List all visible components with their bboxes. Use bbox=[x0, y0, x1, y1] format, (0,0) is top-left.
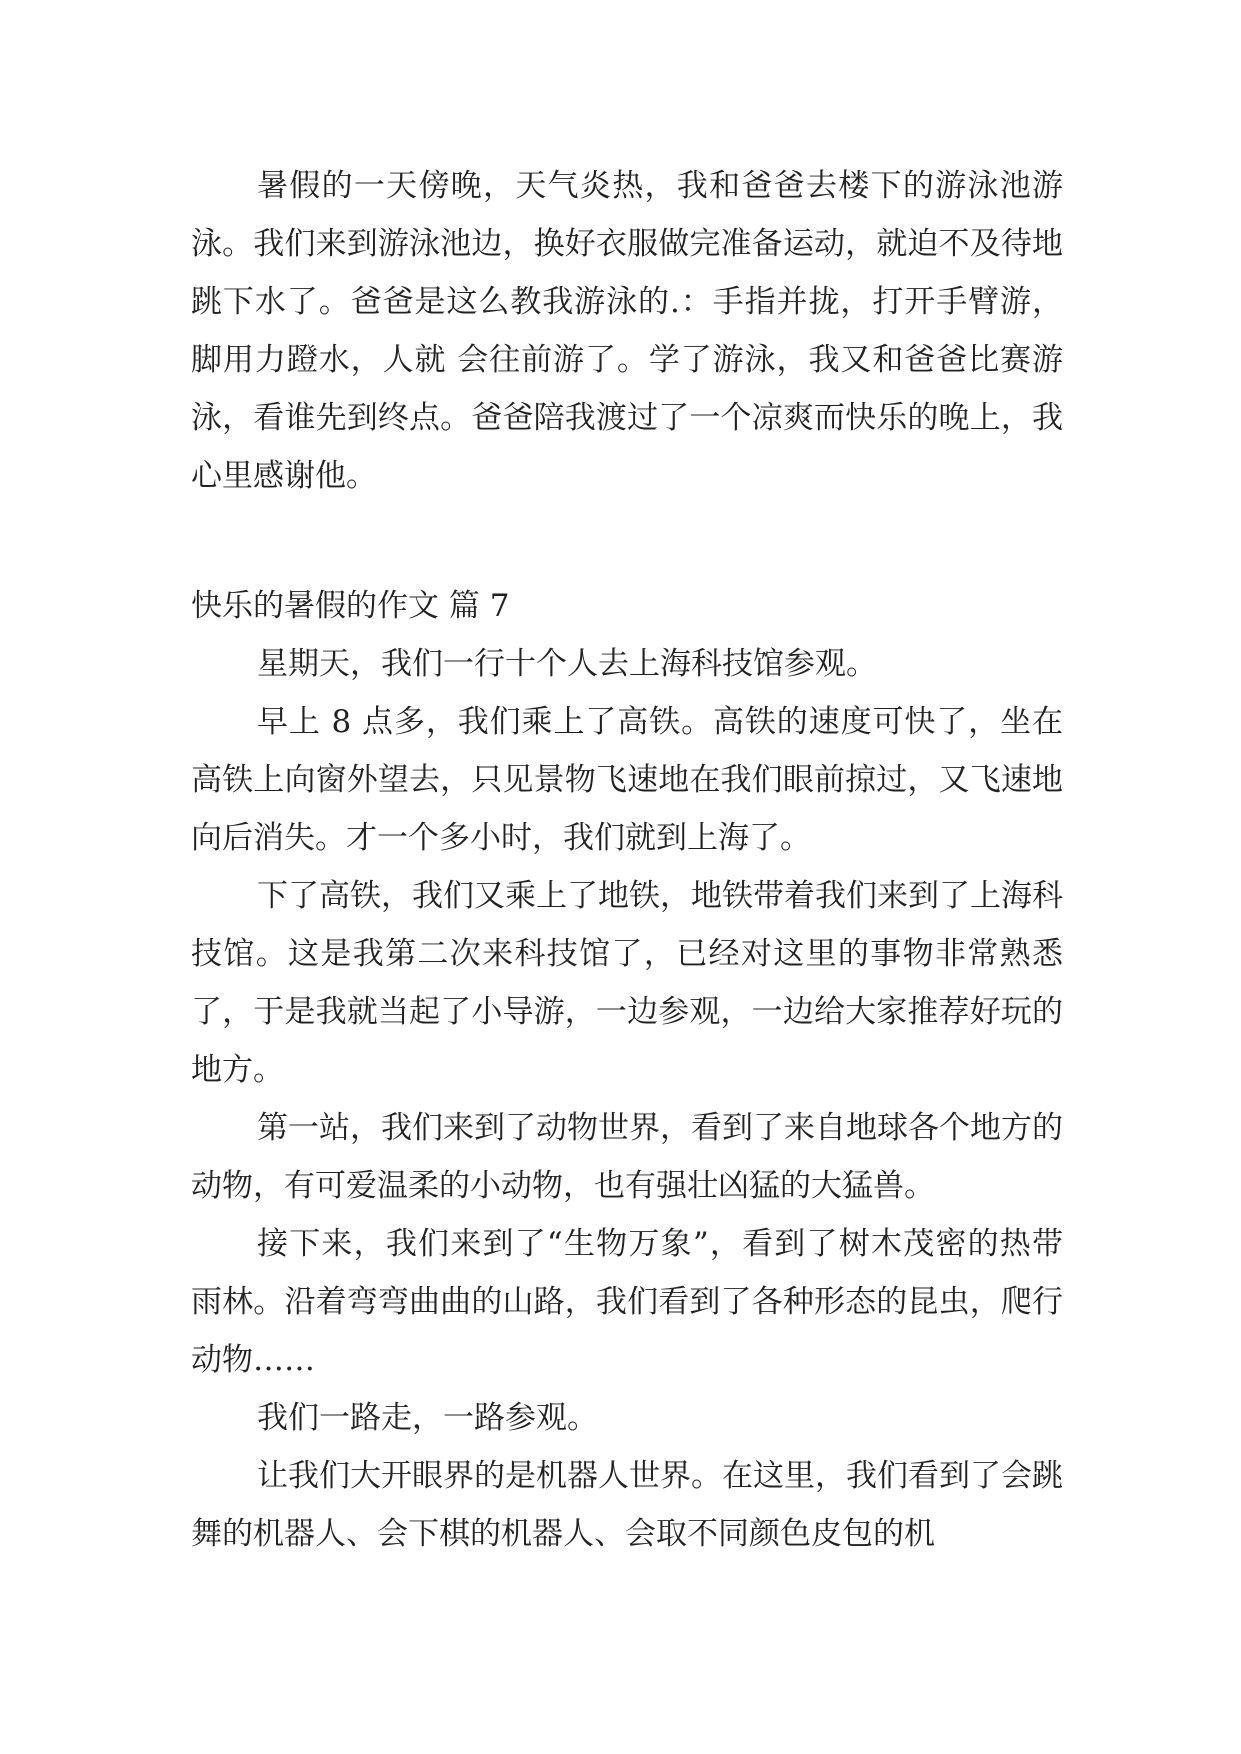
paragraph-6: 我们一路走，一路参观。 bbox=[257, 1400, 598, 1436]
section-heading: 快乐的暑假的作文 篇 7 bbox=[191, 588, 510, 624]
paragraph-7: 让我们大开眼界的是机器人世界。在这里，我们看到了会跳舞的机器人、会下棋的机器人、会取不同颜色皮包的机 bbox=[191, 1458, 1063, 1552]
document-body bbox=[191, 157, 1063, 1563]
paragraph-swimming: 暑假的一天傍晚，天气炎热，我和爸爸去楼下的游泳池游泳。我们来到游泳池边，换好衣服做完准备运动，就迫不及待地跳下水了。爸爸是这么教我游泳的.：手指并拢，打开手臂游，脚用力蹬水，人就 会往前游了。学了游泳，我又和爸爸比赛游泳，看谁先到终点。爸爸陪我渡过了一个凉爽而快乐的晚上，我心里感谢他。 bbox=[191, 168, 1063, 494]
paragraph-5: 接下来，我们来到了“生物万象”，看到了树木茂密的热带雨林。沿着弯弯曲曲的山路，我们看到了各种形态的昆虫，爬行动物…… bbox=[191, 1226, 1063, 1378]
section-spacer bbox=[191, 505, 1063, 577]
paragraph-4: 第一站，我们来到了动物世界，看到了来自地球各个地方的动物，有可爱温柔的小动物，也有强壮凶猛的大猛兽。 bbox=[191, 1110, 1063, 1204]
paragraph-2: 早上 8 点多，我们乘上了高铁。高铁的速度可快了，坐在高铁上向窗外望去，只见景物飞速地在我们眼前掠过，又飞速地向后消失。才一个多小时，我们就到上海了。 bbox=[191, 704, 1063, 856]
paragraph-1: 星期天，我们一行十个人去上海科技馆参观。 bbox=[257, 646, 877, 682]
paragraph-3: 下了高铁，我们又乘上了地铁，地铁带着我们来到了上海科技馆。这是我第二次来科技馆了，已经对这里的事物非常熟悉了，于是我就当起了小导游，一边参观，一边给大家推荐好玩的地方。 bbox=[191, 878, 1063, 1088]
